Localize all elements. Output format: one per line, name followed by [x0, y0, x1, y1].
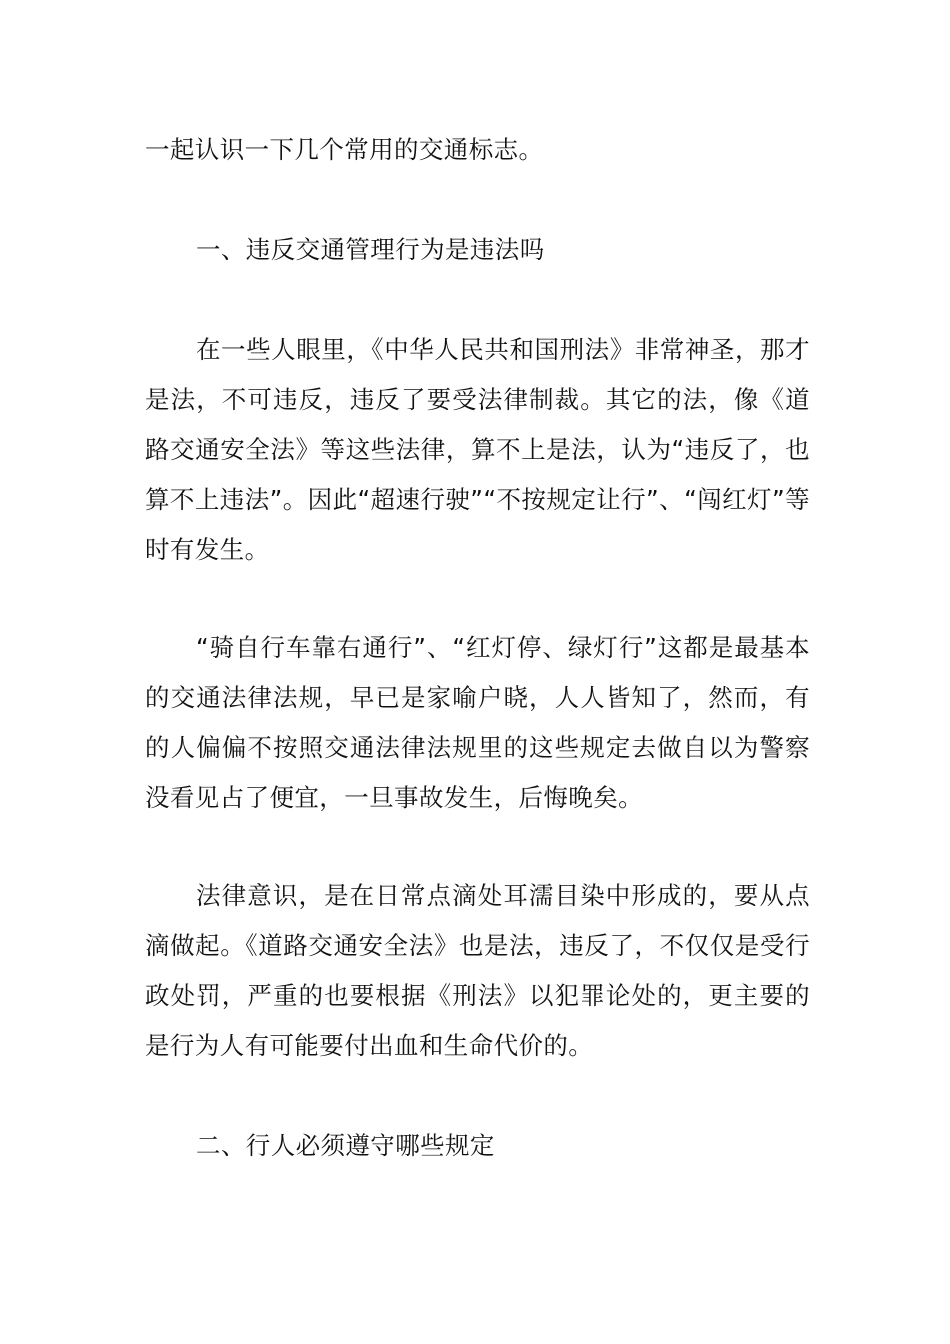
- intro-text: 一起认识一下几个常用的交通标志。: [145, 135, 544, 164]
- section-heading-1: 一、违反交通管理行为是违法吗: [196, 235, 545, 264]
- paragraph-1: 在一些人眼里，《中华人民共和国刑法》非常神圣，那才是法，不可违反，违反了要受法律制裁。其它的法，像《道路交通安全法》等这些法律，算不上是法，认为“违反了，也算不上违法”。因此“超速行驶”“不按规定让行”、“闯红灯”等时有发生。: [145, 335, 810, 564]
- paragraph-2: “骑自行车靠右通行”、“红灯停、绿灯行”这都是最基本的交通法律法规，早已是家喻户晓，人人皆知了，然而，有的人偏偏不按照交通法律法规里的这些规定去做自以为警察没看见占了便宜，一旦事故发生，后悔晚矣。: [145, 633, 810, 812]
- paragraph-3: 法律意识，是在日常点滴处耳濡目染中形成的，要从点滴做起。《道路交通安全法》也是法，违反了，不仅仅是受行政处罚，严重的也要根据《刑法》以犯罪论处的，更主要的是行为人有可能要付出血和生命代价的。: [145, 881, 810, 1060]
- section-heading-2: 二、行人必须遵守哪些规定: [196, 1131, 495, 1160]
